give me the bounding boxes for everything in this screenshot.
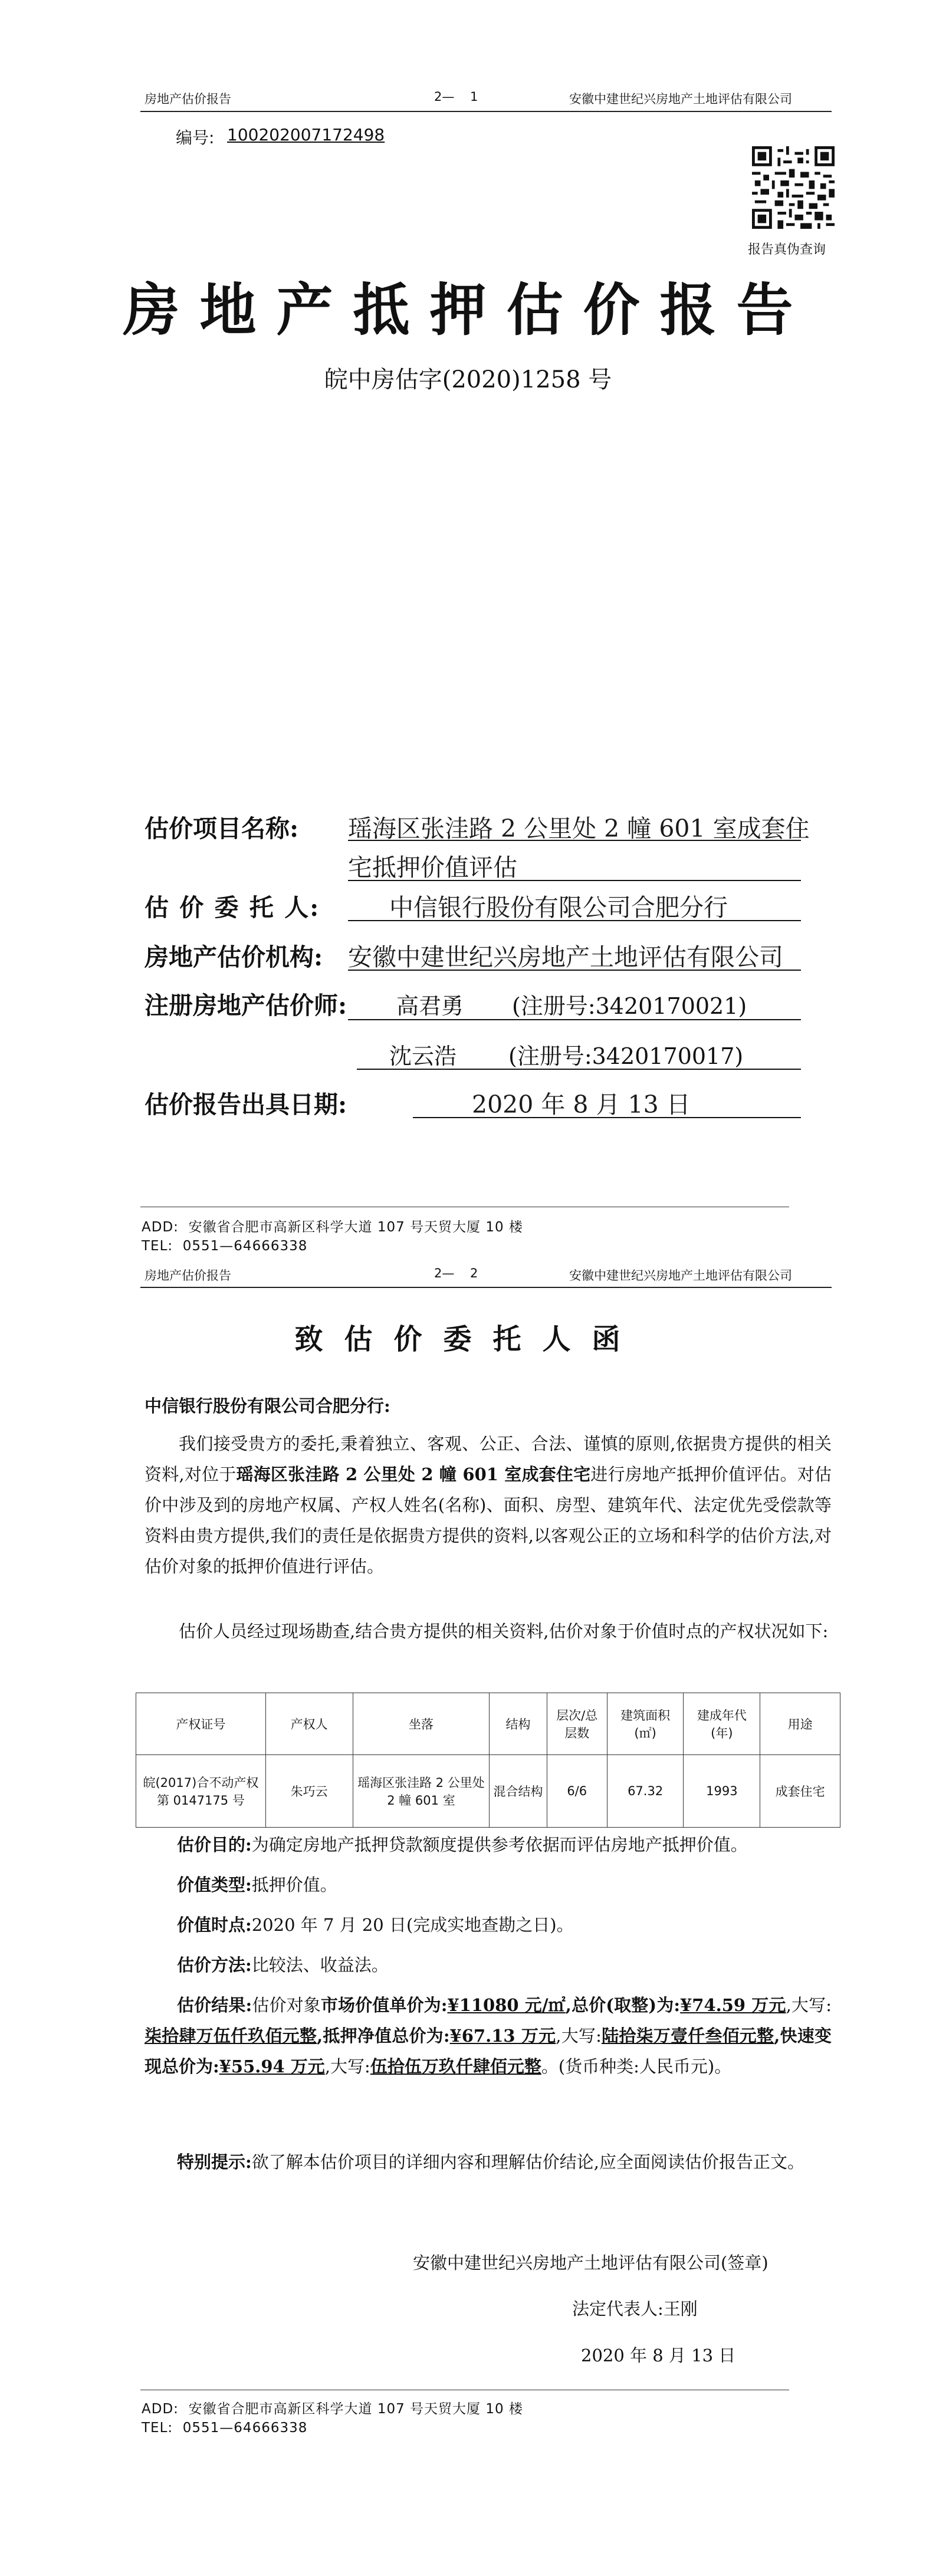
appraiser-1-name: 高君勇 bbox=[396, 993, 464, 1019]
quick-sale-value: ¥55.94 万元 bbox=[219, 2056, 325, 2076]
project-name-underline-1 bbox=[348, 840, 801, 841]
appraiser-1-underline bbox=[348, 1019, 801, 1020]
qr-code-icon bbox=[752, 146, 835, 229]
header-page-number: 2— 1 bbox=[434, 90, 478, 104]
table-cell: 67.32 bbox=[607, 1755, 684, 1828]
result-text: ,大写: bbox=[324, 2056, 370, 2076]
project-name-value-line1: 瑶海区张洼路 2 公里处 2 幢 601 室成套住 bbox=[348, 814, 810, 843]
valuation-result bbox=[144, 1990, 832, 2082]
unit-price: ¥11080 元/㎡ bbox=[447, 1995, 566, 2015]
notice-label: 特别提示: bbox=[177, 2152, 252, 2172]
header-right: 安徽中建世纪兴房地产土地评估有限公司 bbox=[569, 1269, 792, 1283]
valuation-purpose bbox=[177, 1829, 832, 1860]
valuation-method bbox=[177, 1950, 832, 1980]
result-text: 估价对象 bbox=[252, 1995, 321, 2015]
value-date-value: 2020 年 7 月 20 日(完成实地查勘之日)。 bbox=[251, 1915, 574, 1935]
result-text: ,大写: bbox=[786, 1995, 832, 2015]
table-cell: 皖(2017)合不动产权第 0147175 号 bbox=[136, 1755, 266, 1828]
client-label: 估 价 委 托 人: bbox=[144, 893, 320, 922]
header-left: 房地产估价报告 bbox=[144, 1269, 231, 1283]
value-type bbox=[177, 1869, 832, 1900]
table-cell: 朱巧云 bbox=[265, 1755, 353, 1828]
table-header-cell: 产权人 bbox=[265, 1693, 353, 1755]
appraiser-2-underline bbox=[357, 1069, 801, 1070]
report-date-label: 估价报告出具日期: bbox=[144, 1090, 347, 1119]
client-value: 中信银行股份有限公司合肥分行 bbox=[389, 893, 728, 922]
report-number: 皖中房估字(2020)1258 号 bbox=[324, 366, 612, 393]
agency-label: 房地产估价机构: bbox=[144, 943, 323, 971]
header-rule bbox=[140, 111, 832, 112]
footer-address: ADD: 安徽省合肥市高新区科学大道 107 号天贸大厦 10 楼 bbox=[142, 1220, 523, 1235]
table-header-row bbox=[136, 1693, 840, 1755]
intro-text-a: 我们接受贵方的委托,秉着独立、客观、公正、合法、谨慎的原则,依据贵方提供的相关资料,对位于 bbox=[144, 1434, 832, 1484]
project-name-value-line2: 宅抵押价值评估 bbox=[348, 853, 517, 882]
appraiser-label: 注册房地产估价师: bbox=[144, 991, 347, 1020]
serial-label: 编号: bbox=[176, 128, 215, 147]
net-mortgage-value: ¥67.13 万元 bbox=[449, 2026, 556, 2046]
purpose-value: 为确定房地产抵押贷款额度提供参考依据而评估房地产抵押价值。 bbox=[251, 1835, 748, 1855]
table-cell: 1993 bbox=[684, 1755, 760, 1828]
result-text: ,大写: bbox=[556, 2026, 602, 2046]
special-notice bbox=[144, 2147, 832, 2177]
purpose-label: 估价目的: bbox=[177, 1835, 252, 1855]
quick-sale-value-chinese: 伍拾伍万玖仟肆佰元整 bbox=[370, 2056, 541, 2076]
result-text: ,快速变现总价为: bbox=[144, 2026, 832, 2076]
header-rule bbox=[140, 1287, 832, 1288]
footer-telephone: TEL: 0551—64666338 bbox=[142, 1238, 308, 1254]
notice-value: 欲了解本估价项目的详细内容和理解估价结论,应全面阅读估价报告正文。 bbox=[251, 2152, 804, 2172]
report-date-value: 2020 年 8 月 13 日 bbox=[472, 1090, 691, 1119]
appraiser-1-reg: (注册号:3420170021) bbox=[512, 993, 747, 1019]
table-header-cell: 结构 bbox=[490, 1693, 547, 1755]
report-date-underline bbox=[413, 1117, 801, 1118]
table-cell: 混合结构 bbox=[490, 1755, 547, 1828]
table-header-cell: 用途 bbox=[760, 1693, 840, 1755]
intro-text-b: 进行房地产抵押价值评估。对估价中涉及到的房地产权属、产权人姓名(名称)、面积、房型、建筑年代、法定优先受偿款等资料由贵方提供,我们的责任是依据贵方提供的资料,以客观公正的立场和科学的估价方法,对估价对象的抵押价值进行评估。 bbox=[144, 1464, 832, 1576]
intro-paragraph bbox=[144, 1428, 832, 1582]
total-price-chinese: 柒拾肆万伍仟玖佰元整 bbox=[144, 2026, 317, 2046]
survey-paragraph: 估价人员经过现场勘查,结合贵方提供的相关资料,估价对象于价值时点的产权状况如下: bbox=[179, 1621, 829, 1641]
table-header-cell: 建筑面积(㎡) bbox=[607, 1693, 684, 1755]
value-date-label: 价值时点: bbox=[177, 1915, 252, 1935]
table-header-cell: 产权证号 bbox=[136, 1693, 266, 1755]
header-left: 房地产估价报告 bbox=[144, 92, 231, 106]
net-mortgage-value-chinese: 陆拾柒万壹仟叁佰元整 bbox=[601, 2026, 774, 2046]
header-right: 安徽中建世纪兴房地产土地评估有限公司 bbox=[569, 92, 792, 106]
signature-date: 2020 年 8 月 13 日 bbox=[581, 2345, 736, 2365]
result-label: 估价结果: bbox=[177, 1995, 252, 2015]
total-price: ¥74.59 万元 bbox=[680, 1995, 786, 2015]
addressee: 中信银行股份有限公司合肥分行: bbox=[144, 1396, 390, 1416]
table-row bbox=[136, 1755, 840, 1828]
agency-value: 安徽中建世纪兴房地产土地评估有限公司 bbox=[348, 943, 783, 971]
signature-representative: 法定代表人:王刚 bbox=[572, 2299, 698, 2319]
value-type-label: 价值类型: bbox=[177, 1875, 252, 1895]
value-type-value: 抵押价值。 bbox=[251, 1875, 337, 1895]
qr-caption: 报告真伪查询 bbox=[748, 242, 826, 257]
method-label: 估价方法: bbox=[177, 1955, 252, 1975]
client-underline bbox=[348, 920, 801, 921]
header-page-number: 2— 2 bbox=[434, 1266, 478, 1280]
result-text: 。(货币种类:人民币元)。 bbox=[541, 2056, 732, 2076]
value-date bbox=[177, 1910, 832, 1940]
table-header-cell: 坐落 bbox=[353, 1693, 490, 1755]
table-cell: 6/6 bbox=[547, 1755, 607, 1828]
report-title: 房地产抵押估价报告 bbox=[123, 277, 813, 343]
project-name-label: 估价项目名称: bbox=[144, 814, 299, 843]
appraiser-2-reg: (注册号:3420170017) bbox=[508, 1043, 744, 1069]
table-cell: 成套住宅 bbox=[760, 1755, 840, 1828]
letter-title: 致估价委托人函 bbox=[294, 1323, 642, 1356]
result-text: ,抵押净值总价为: bbox=[317, 2026, 450, 2046]
agency-underline bbox=[348, 970, 801, 971]
property-rights-table bbox=[136, 1693, 840, 1828]
footer-telephone: TEL: 0551—64666338 bbox=[142, 2420, 308, 2436]
result-text: 市场价值单价为: bbox=[320, 1995, 448, 2015]
appraiser-2-name: 沈云浩 bbox=[389, 1043, 457, 1069]
method-value: 比较法、收益法。 bbox=[251, 1955, 389, 1975]
serial-number: 100202007172498 bbox=[227, 125, 385, 144]
signature-company: 安徽中建世纪兴房地产土地评估有限公司(签章) bbox=[413, 2253, 768, 2273]
project-name-underline-2 bbox=[348, 880, 801, 881]
table-header-cell: 建成年代(年) bbox=[684, 1693, 760, 1755]
table-header-cell: 层次/总层数 bbox=[547, 1693, 607, 1755]
property-address: 瑶海区张洼路 2 公里处 2 幢 601 室成套住宅 bbox=[236, 1464, 591, 1484]
footer-address: ADD: 安徽省合肥市高新区科学大道 107 号天贸大厦 10 楼 bbox=[142, 2401, 523, 2417]
table-cell: 瑶海区张洼路 2 公里处 2 幢 601 室 bbox=[353, 1755, 490, 1828]
result-text: ,总价(取整)为: bbox=[565, 1995, 681, 2015]
